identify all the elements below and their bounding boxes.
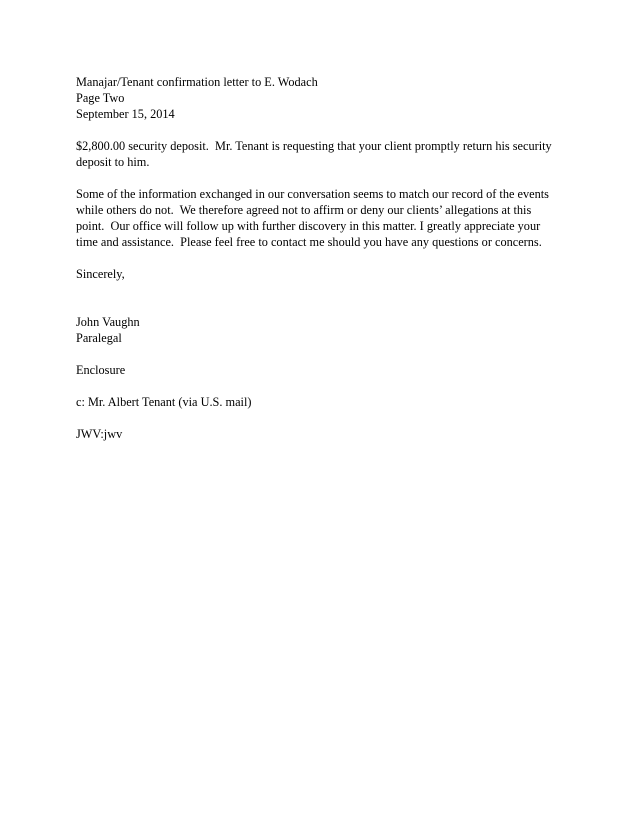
paragraph-conversation: Some of the information exchanged in our conversation seems to match our record of the events while others do not. We therefore agreed not to affirm or deny our clients’ allegations at this point. Our office will follow up with further discovery in this matter. I greatly appreciate your time and assistance. Please feel free to contact me should you have any questions or concerns. <box>76 187 549 249</box>
signer-name: John Vaughn <box>76 315 140 329</box>
letter-subject-line: Manajar/Tenant confirmation letter to E. Wodach <box>76 75 318 89</box>
letter-date: September 15, 2014 <box>76 107 175 121</box>
paragraph-security-deposit: $2,800.00 security deposit. Mr. Tenant is requesting that your client promptly return his security deposit to him. <box>76 139 552 169</box>
enclosure-note: Enclosure <box>76 363 126 377</box>
page-number-line: Page Two <box>76 91 125 105</box>
cc-line: c: Mr. Albert Tenant (via U.S. mail) <box>76 395 252 409</box>
letter-body <box>76 74 576 442</box>
valediction: Sincerely, <box>76 267 125 281</box>
signer-title: Paralegal <box>76 331 122 345</box>
reference-initials: JWV:jwv <box>76 427 123 441</box>
